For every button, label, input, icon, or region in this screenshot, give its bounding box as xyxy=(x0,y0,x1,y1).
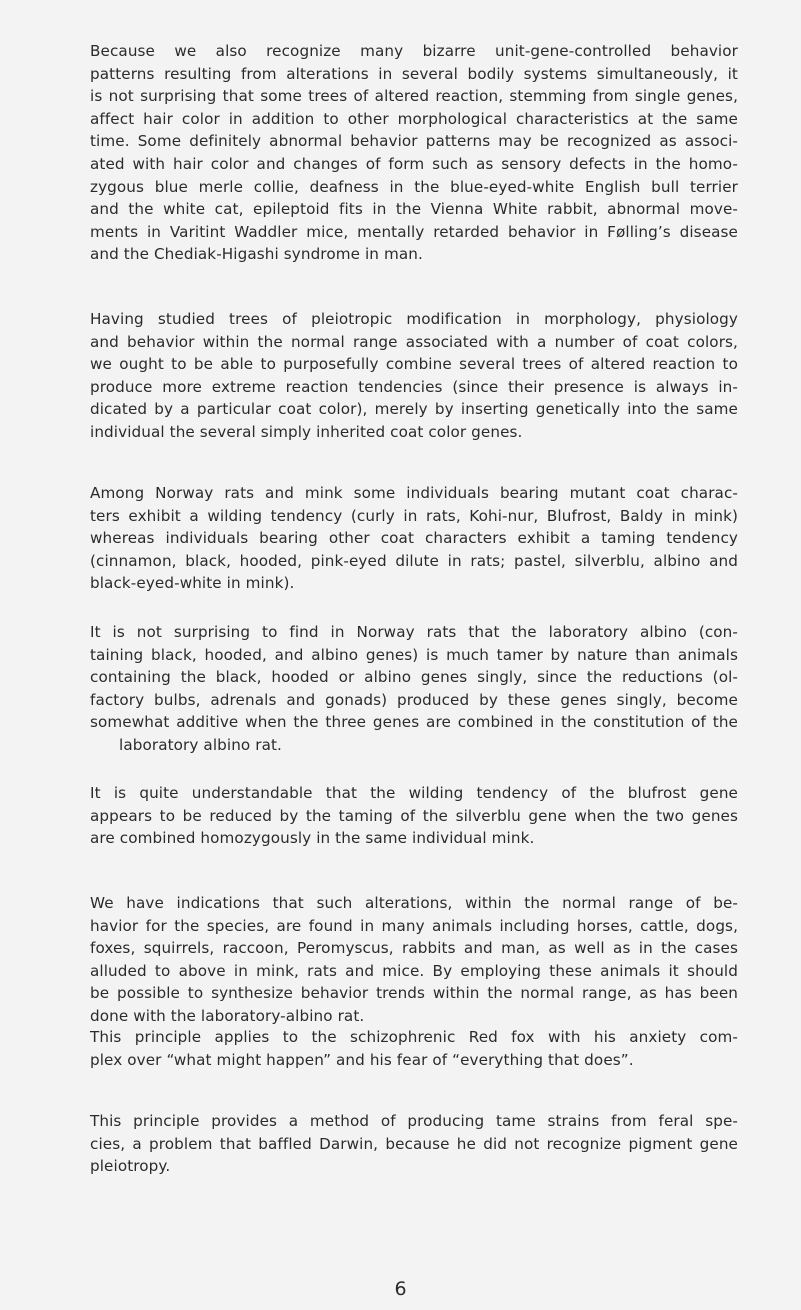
text-line: ated with hair color and changes of form such as sensory defects in the homo- xyxy=(90,154,738,173)
text-line: pleiotropy. xyxy=(90,1157,171,1176)
text-line: (cinnamon, black, hooded, pink-eyed dilute in rats; pastel, silverblu, albino and xyxy=(90,551,738,570)
text-line: This principle provides a method of producing tame strains from feral spe- xyxy=(90,1112,738,1130)
text-line: individual the several simply inherited coat color genes. xyxy=(90,422,523,441)
text-line: is not surprising that some trees of altered reaction, stemming from single genes, xyxy=(90,87,738,106)
text-line: black-eyed-white in mink). xyxy=(90,574,295,593)
text-line: dicated by a particular coat color), merely by inserting genetically into the same xyxy=(90,400,738,419)
text-line: factory bulbs, adrenals and gonads) produced by these genes singly, become xyxy=(90,690,738,709)
text-line: be possible to synthesize behavior trends within the normal range, as has been xyxy=(90,984,738,1003)
text-line: somewhat additive when the three genes are combined in the constitution of the xyxy=(90,713,738,732)
text-line: are combined homozygously in the same individual mink. xyxy=(90,829,535,848)
paragraph-7 xyxy=(90,1026,738,1071)
text-line: appears to be reduced by the taming of the silverblu gene when the two genes xyxy=(90,806,738,825)
text-line: cies, a problem that baffled Darwin, because he did not recognize pigment gene xyxy=(90,1134,738,1153)
text-line: Because we also recognize many bizarre unit-gene-controlled behavior xyxy=(90,42,738,60)
paragraph-6 xyxy=(90,892,738,1028)
text-line: and behavior within the normal range associated with a number of coat colors, xyxy=(90,332,738,351)
text-line: alluded to above in mink, rats and mice. By employing these animals it should xyxy=(90,961,738,980)
page-number: 6 xyxy=(394,1278,407,1300)
text-line: This principle applies to the schizophrenic Red fox with his anxiety com- xyxy=(90,1028,738,1046)
text-line: plex over “what might happen” and his fear of “everything that does”. xyxy=(90,1050,634,1069)
text-line: havior for the species, are found in many animals including horses, cattle, dogs, xyxy=(90,916,738,935)
text-line: whereas individuals bearing other coat characters exhibit a taming tendency xyxy=(90,529,738,548)
text-line: foxes, squirrels, raccoon, Peromyscus, rabbits and man, as well as in the cases xyxy=(90,939,738,958)
text-line: laboratory albino rat. xyxy=(119,735,282,754)
text-line: done with the laboratory-albino rat. xyxy=(90,1006,365,1025)
text-line: containing the black, hooded or albino genes singly, since the reductions (ol- xyxy=(90,668,738,687)
text-line: and the white cat, epileptoid fits in the Vienna White rabbit, abnormal move- xyxy=(90,200,738,219)
paragraph-8 xyxy=(90,1110,738,1178)
text-line: zygous blue merle collie, deafness in the blue-eyed-white English bull terrier xyxy=(90,177,738,196)
text-line: and the Chediak-Higashi syndrome in man. xyxy=(90,245,423,264)
text-line: Among Norway rats and mink some individuals bearing mutant coat charac- xyxy=(90,484,738,502)
text-line: ters exhibit a wilding tendency (curly in rats, Kohi-nur, Blufrost, Baldy in mink) xyxy=(90,506,738,525)
paragraph-5 xyxy=(90,782,738,850)
text-line: affect hair color in addition to other morphological characteristics at the same xyxy=(90,109,738,128)
paragraph-1 xyxy=(90,40,738,266)
text-line: produce more extreme reaction tendencies (since their presence is always in- xyxy=(90,377,738,396)
text-line: ments in Varitint Waddler mice, mentally retarded behavior in Følling’s disease xyxy=(90,222,738,241)
text-line: time. Some definitely abnormal behavior patterns may be recognized as associ- xyxy=(90,132,738,151)
text-line: It is not surprising to find in Norway rats that the laboratory albino (con- xyxy=(90,623,738,641)
paragraph-3 xyxy=(90,482,738,595)
paragraph-4 xyxy=(90,621,738,757)
text-line: we ought to be able to purposefully combine several trees of altered reaction to xyxy=(90,355,738,374)
text-line: patterns resulting from alterations in several bodily systems simultaneously, it xyxy=(90,64,738,83)
paragraph-2 xyxy=(90,308,738,444)
text-line: taining black, hooded, and albino genes) is much tamer by nature than animals xyxy=(90,645,738,664)
text-line: We have indications that such alterations, within the normal range of be- xyxy=(90,894,738,912)
text-line: Having studied trees of pleiotropic modification in morphology, physiology xyxy=(90,310,738,328)
text-line: It is quite understandable that the wilding tendency of the blufrost gene xyxy=(90,784,738,802)
